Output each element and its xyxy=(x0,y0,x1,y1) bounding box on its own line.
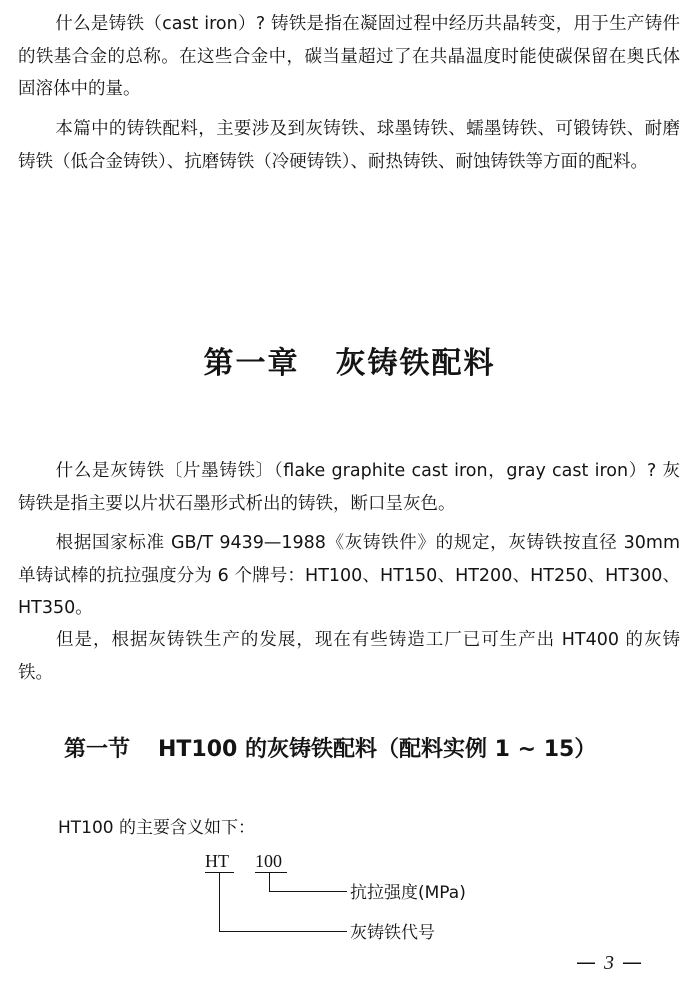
chapter-title: 灰铸铁配料 xyxy=(335,346,496,381)
development-paragraph xyxy=(18,624,680,689)
page-number-dash-right: — xyxy=(622,950,642,974)
intro-paragraph-2-text: 本篇中的铸铁配料，主要涉及到灰铸铁、球墨铸铁、蠕墨铸铁、可锻铸铁、耐磨铸铁（低合金铸铁）、抗磨铸铁（冷硬铸铁）、耐热铸铁、耐蚀铸铁等方面的配料。 xyxy=(18,119,680,172)
section-heading xyxy=(64,732,596,763)
designation-diagram xyxy=(190,848,510,948)
definition-paragraph xyxy=(18,455,680,520)
intro-paragraph-2 xyxy=(18,113,680,178)
page-number-value: 3 xyxy=(604,952,614,974)
gray-iron-code-label: 灰铸铁代号 xyxy=(350,923,435,943)
code-letters: HT xyxy=(205,851,229,871)
page-number xyxy=(576,950,642,975)
development-paragraph-text: 但是，根据灰铸铁生产的发展，现在有些铸造工厂已可生产出 HT400 的灰铸铁。 xyxy=(18,630,680,683)
definition-paragraph-text: 什么是灰铸铁〔片墨铸铁〕（flake graphite cast iron，gray cast iron）? 灰铸铁是指主要以片状石墨形式析出的铸铁，断口呈灰色。 xyxy=(18,461,680,514)
standard-paragraph-text: 根据国家标准 GB/T 9439—1988《灰铸铁件》的规定，灰铸铁按直径 30mm 单铸试棒的抗拉强度分为 6 个牌号：HT100、HT150、HT200、HT250、HT300、HT350。 xyxy=(18,533,680,618)
section-number: 第一节 xyxy=(64,737,131,762)
intro-paragraph-1-text: 什么是铸铁（cast iron）? 铸铁是指在凝固过程中经历共晶转变，用于生产铸件的铁基合金的总称。在这些合金中，碳当量超过了在共晶温度时能使碳保留在奥氏体固溶体中的量。 xyxy=(18,14,680,99)
chapter-number: 第一章 xyxy=(203,346,300,381)
section-title: HT100 的灰铸铁配料（配料实例 1 ~ 15） xyxy=(158,737,597,762)
letters-leader-vertical xyxy=(219,872,220,932)
number-leader-horizontal xyxy=(269,891,347,892)
letters-leader-horizontal xyxy=(219,931,347,932)
chapter-heading xyxy=(0,338,699,382)
tensile-strength-label: 抗拉强度(MPa) xyxy=(350,883,466,903)
designation-intro: HT100 的主要含义如下： xyxy=(58,818,256,838)
page-number-dash-left: — xyxy=(576,950,596,974)
number-leader-vertical xyxy=(269,872,270,892)
code-number: 100 xyxy=(255,851,282,871)
code-number-underline xyxy=(255,872,287,873)
intro-paragraph-1 xyxy=(18,8,680,106)
standard-paragraph xyxy=(18,527,680,625)
